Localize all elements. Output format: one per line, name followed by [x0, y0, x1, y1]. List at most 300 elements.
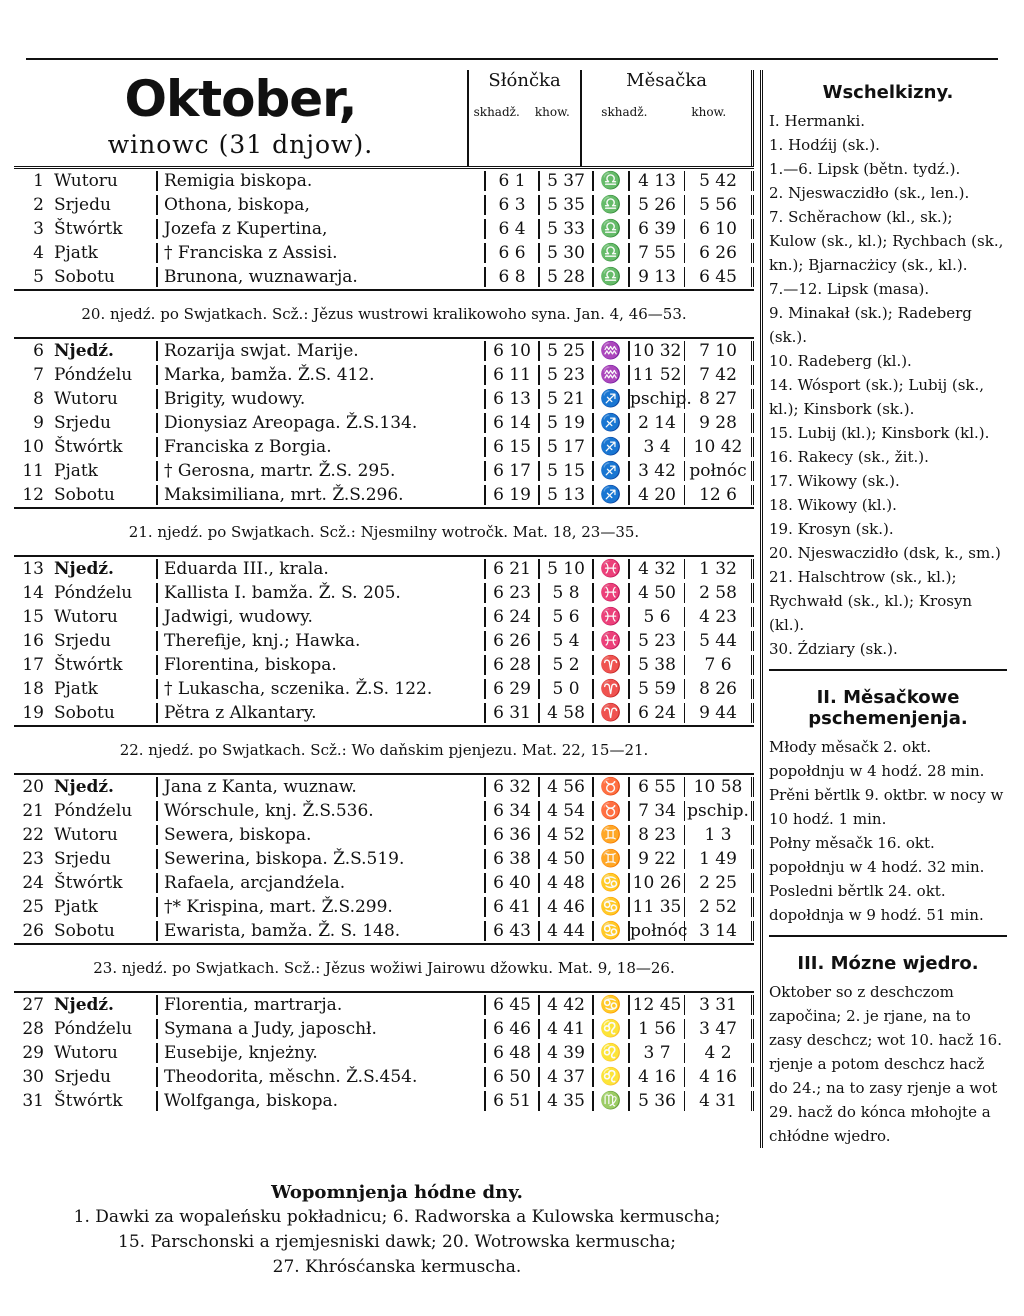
calendar-cell: ♌	[592, 1067, 628, 1087]
calendar-cell: 26	[22, 921, 44, 941]
weather-title: III. Mózne wjedro.	[797, 953, 979, 974]
calendar-cell: 7 10	[684, 341, 754, 361]
calendar-cell: 6 14	[484, 413, 538, 433]
calendar-cell: Štwórtk	[50, 873, 158, 893]
calendar-cell: Jozefa z Kupertina,	[164, 219, 328, 239]
calendar-cell: 8	[33, 389, 44, 409]
calendar-cell: 28	[22, 1019, 44, 1039]
calendar-cell: 6 24	[484, 607, 538, 627]
calendar-cell: połnóc	[630, 921, 688, 941]
fair-item: 10. Radeberg (kl.).	[769, 352, 912, 370]
calendar-cell: ♊	[592, 849, 628, 869]
calendar-cell: Pjatk	[50, 461, 158, 481]
calendar-cell: 16	[22, 631, 44, 651]
calendar-row	[14, 387, 754, 411]
calendar-cell: 6 21	[484, 559, 538, 579]
calendar-cell: 8 27	[684, 389, 754, 409]
calendar-row	[14, 1017, 754, 1041]
calendar-cell: Wutoru	[50, 171, 158, 191]
calendar-cell: 4 20	[628, 485, 684, 505]
calendar-cell: 5 30	[538, 243, 592, 263]
calendar-row	[14, 459, 754, 483]
calendar-cell: Póndźelu	[50, 801, 158, 821]
calendar-cell: 27	[22, 995, 44, 1015]
calendar-cell: 5 21	[538, 389, 592, 409]
calendar-cell: Jadwigi, wudowy.	[164, 607, 313, 627]
calendar-cell: 4	[33, 243, 44, 263]
calendar-cell: 1 3	[684, 825, 754, 845]
calendar-row	[14, 581, 754, 605]
calendar-cell: 12	[22, 485, 44, 505]
moon-header-label: Měsačka	[626, 70, 707, 91]
calendar-cell: Wórschule, knj. Ž.S.536.	[164, 801, 374, 821]
calendar-cell: Marka, bamža. Ž.S. 412.	[164, 365, 375, 385]
calendar-cell: 5 6	[538, 607, 592, 627]
calendar-cell: pschip.	[630, 389, 692, 409]
calendar-cell: Pjatk	[50, 679, 158, 699]
calendar-cell: 4 31	[684, 1091, 754, 1111]
footer-lines	[42, 1205, 752, 1280]
calendar-cell: 6 26	[684, 243, 754, 263]
calendar-cell: 4 2	[684, 1043, 754, 1063]
calendar-cell: ♋	[592, 921, 628, 941]
calendar-cell: ♎	[592, 195, 628, 215]
calendar-cell: 4 50	[628, 583, 684, 603]
calendar-cell: †* Krispina, mart. Ž.S.299.	[164, 897, 393, 917]
calendar-cell: 6 40	[484, 873, 538, 893]
calendar-cell: 1	[33, 171, 44, 191]
calendar-cell: ♒	[592, 365, 628, 385]
calendar-cell: 7	[33, 365, 44, 385]
calendar-row	[14, 677, 754, 701]
calendar-cell: 5 59	[628, 679, 684, 699]
calendar-cell: ♌	[592, 1019, 628, 1039]
weather-text: Oktober so z deschczom započina; 2. je rjane, na to zasy deschcz; wot 10. hacž 16. rjenje a potom deschcz hacž do 24.; na to zasy rjenje a wot 29. hacž do kónca młohojte a chłódne wjedro.	[769, 983, 1002, 1145]
fair-item: Kulow (sk., kl.); Rychbach (sk., kn.); Bjarnacżicy (sk., kl.).	[769, 232, 1004, 274]
calendar-cell: 6 31	[484, 703, 538, 723]
sunday-gospel-note: 21. njedź. po Swjatkach. Scž.: Njesmilny wotročk. Mat. 18, 23—35.	[14, 507, 754, 557]
calendar-cell: ♐	[592, 485, 628, 505]
calendar-cell: Njedź.	[50, 341, 158, 361]
calendar-cell: 7 34	[628, 801, 684, 821]
calendar-cell: 6 38	[484, 849, 538, 869]
calendar-cell: 17	[22, 655, 44, 675]
fair-item: 19. Krosyn (sk.).	[769, 520, 894, 538]
calendar-cell: 11	[22, 461, 44, 481]
calendar-cell: 5 6	[628, 607, 684, 627]
calendar-cell: 9 44	[684, 703, 754, 723]
calendar-cell: 4 13	[628, 171, 684, 191]
calendar-cell: 7 6	[684, 655, 754, 675]
calendar-cell: Njedź.	[50, 995, 158, 1015]
calendar-cell: Njedź.	[50, 777, 158, 797]
calendar-cell: 4 48	[538, 873, 592, 893]
fair-item: 16. Rakecy (sk., žit.).	[769, 448, 929, 466]
calendar-cell: Pjatk	[50, 243, 158, 263]
calendar-cell: 4 37	[538, 1067, 592, 1087]
moon-phase-item: Posledni běrtlk 24. okt. dopołdnja w 9 hodź. 51 min.	[769, 882, 984, 924]
calendar-cell: † Gerosna, martr. Ž.S. 295.	[164, 461, 396, 481]
sun-subheader	[469, 105, 580, 119]
fair-item: 14. Wósport (sk.); Lubij (sk., kl.); Kinsbork (sk.).	[769, 376, 985, 418]
calendar-cell: 2 52	[684, 897, 754, 917]
calendar-cell: 6 17	[484, 461, 538, 481]
calendar-cell: Dionysiaz Areopaga. Ž.S.134.	[164, 413, 418, 433]
month-subtitle: winowc (31 dnjow).	[107, 130, 374, 159]
calendar-cell: ♓	[592, 583, 628, 603]
calendar-row	[14, 339, 754, 363]
fairs-list	[769, 109, 1007, 661]
calendar-cell: 5 42	[684, 171, 754, 191]
footer-title: Wopomnjenja hódne dny.	[271, 1182, 523, 1203]
calendar-cell: Pětra z Alkantary.	[164, 703, 317, 723]
calendar-cell: 6 45	[684, 267, 754, 287]
calendar-cell: Theodorita, měschn. Ž.S.454.	[164, 1067, 418, 1087]
calendar-cell: 5 19	[538, 413, 592, 433]
calendar-cell: 5 23	[628, 631, 684, 651]
calendar-cell: 5 35	[538, 195, 592, 215]
calendar-cell: Sobotu	[50, 267, 158, 287]
calendar-cell: 3 7	[628, 1043, 684, 1063]
calendar-cell: 1 32	[684, 559, 754, 579]
calendar-cell: 5 26	[628, 195, 684, 215]
moon-set-label: khow.	[691, 105, 727, 119]
calendar-cell: ♈	[592, 703, 628, 723]
calendar-row	[14, 993, 754, 1017]
calendar-cell: ♓	[592, 559, 628, 579]
moon-box	[769, 669, 1007, 927]
calendar-cell: 5 44	[684, 631, 754, 651]
calendar-cell: 6 15	[484, 437, 538, 457]
calendar-cell: 5 15	[538, 461, 592, 481]
calendar-row	[14, 265, 754, 289]
calendar-cell: Wutoru	[50, 389, 158, 409]
calendar-cell: Ewarista, bamža. Ž. S. 148.	[164, 921, 401, 941]
calendar-cell: ♎	[592, 243, 628, 263]
calendar-cell: 20	[22, 777, 44, 797]
calendar-cell: 6 19	[484, 485, 538, 505]
calendar-row	[14, 895, 754, 919]
calendar-cell: 1 56	[628, 1019, 684, 1039]
calendar-cell: 6 46	[484, 1019, 538, 1039]
calendar-cell: Sobotu	[50, 921, 158, 941]
header	[14, 70, 754, 169]
calendar-cell: 5 13	[538, 485, 592, 505]
calendar-cell: Sobotu	[50, 485, 158, 505]
calendar-cell: 5 0	[538, 679, 592, 699]
calendar-cell: Remigia biskopa.	[164, 171, 313, 191]
calendar-row	[14, 411, 754, 435]
calendar-cell: 4 44	[538, 921, 592, 941]
sidebar-title: Wschelkizny.	[822, 82, 954, 103]
calendar-cell: Sewera, biskopa.	[164, 825, 312, 845]
calendar-cell: 5 8	[538, 583, 592, 603]
calendar-cell: Pjatk	[50, 897, 158, 917]
calendar-cell: 6 51	[484, 1091, 538, 1111]
calendar-cell: 5 56	[684, 195, 754, 215]
calendar-row	[14, 169, 754, 193]
calendar-cell: 4 56	[538, 777, 592, 797]
calendar-cell: 4 42	[538, 995, 592, 1015]
calendar-cell: Therefije, knj.; Hawka.	[164, 631, 361, 651]
calendar-cell: 6 10	[484, 341, 538, 361]
fair-item: 1.—6. Lipsk (bětn. tydź.).	[769, 160, 961, 178]
calendar-cell: 2 25	[684, 873, 754, 893]
calendar-cell: 29	[22, 1043, 44, 1063]
footer-line: 27. Khrósćanska kermuscha.	[272, 1257, 522, 1277]
calendar-row	[14, 701, 754, 725]
calendar-cell: 21	[22, 801, 44, 821]
calendar-cell: Eduarda III., krala.	[164, 559, 329, 579]
calendar-cell: 6 23	[484, 583, 538, 603]
calendar-row	[14, 217, 754, 241]
calendar-cell: Florentia, martrarja.	[164, 995, 343, 1015]
calendar-cell: Brunona, wuznawarja.	[164, 267, 358, 287]
calendar-cell: Póndźelu	[50, 365, 158, 385]
calendar-cell: Póndźelu	[50, 583, 158, 603]
calendar-cell: ♐	[592, 437, 628, 457]
calendar-cell: 2	[33, 195, 44, 215]
calendar-cell: Maksimiliana, mrt. Ž.S.296.	[164, 485, 404, 505]
calendar-cell: 6 3	[484, 195, 538, 215]
calendar-cell: ♋	[592, 897, 628, 917]
calendar-cell: 6 34	[484, 801, 538, 821]
calendar-cell: Srjedu	[50, 195, 158, 215]
calendar-cell: 4 58	[538, 703, 592, 723]
moon-phase-list	[769, 735, 1007, 927]
calendar-cell: ♎	[592, 219, 628, 239]
moon-rise-label: skhadž.	[601, 105, 648, 119]
sun-set-label: khow.	[534, 105, 570, 119]
calendar-cell: ♒	[592, 341, 628, 361]
calendar-row	[14, 1089, 754, 1113]
calendar-cell: Wutoru	[50, 1043, 158, 1063]
calendar-cell: 4 16	[684, 1067, 754, 1087]
calendar-row	[14, 1065, 754, 1089]
calendar-cell: 3 14	[684, 921, 754, 941]
calendar-cell: Symana a Judy, japoschł.	[164, 1019, 377, 1039]
calendar-cell: Kallista I. bamža. Ž. S. 205.	[164, 583, 401, 603]
calendar-cell: 19	[22, 703, 44, 723]
calendar-left	[14, 70, 754, 1113]
calendar-cell: 12 45	[628, 995, 684, 1015]
footer-line: 1. Dawki za wopaleńsku pokładnicu; 6. Radworska a Kulowska kermuscha;	[73, 1207, 721, 1227]
calendar-cell: 10	[22, 437, 44, 457]
calendar-cell: 6 55	[628, 777, 684, 797]
calendar-cell: połnóc	[684, 461, 754, 481]
sunday-gospel-note: 20. njedź. po Swjatkach. Scž.: Jězus wustrowi kralikowoho syna. Jan. 4, 46—53.	[14, 289, 754, 339]
calendar-cell: 6 29	[484, 679, 538, 699]
calendar-cell: 2 14	[628, 413, 684, 433]
moon-title: II. Měsačkowe pschemenjenja.	[808, 687, 968, 729]
calendar-row	[14, 799, 754, 823]
calendar-cell: ♐	[592, 461, 628, 481]
calendar-cell: 9	[33, 413, 44, 433]
calendar-cell: Štwórtk	[50, 437, 158, 457]
calendar-cell: 4 23	[684, 607, 754, 627]
calendar-row	[14, 483, 754, 507]
calendar-cell: ♓	[592, 607, 628, 627]
calendar-cell: 8 23	[628, 825, 684, 845]
calendar-cell: ♉	[592, 777, 628, 797]
calendar-cell: 5 33	[538, 219, 592, 239]
fair-item: 17. Wikowy (sk.).	[769, 472, 900, 490]
calendar-row	[14, 847, 754, 871]
calendar-cell: 7 55	[628, 243, 684, 263]
calendar-cell: pschip.	[684, 801, 754, 821]
calendar-cell: 5 17	[538, 437, 592, 457]
calendar-cell: 8 26	[684, 679, 754, 699]
moon-phase-item: Połny měsačk 16. okt. popołdnju w 4 hodź. 32 min.	[769, 834, 985, 876]
calendar-cell: 14	[22, 583, 44, 603]
month-title: Oktober,	[124, 70, 357, 128]
calendar-cell: 5 4	[538, 631, 592, 651]
calendar-cell: 10 32	[628, 341, 684, 361]
calendar-cell: 23	[22, 849, 44, 869]
calendar-cell: Brigity, wudowy.	[164, 389, 306, 409]
fair-item: 15. Lubij (kl.); Kinsbork (kl.).	[769, 424, 990, 442]
calendar-cell: 10 42	[684, 437, 754, 457]
calendar-cell: 4 52	[538, 825, 592, 845]
moon-header	[580, 70, 754, 166]
fair-item: 7. Schěrachow (kl., sk.);	[769, 208, 953, 226]
calendar-cell: Eusebije, knjeżny.	[164, 1043, 318, 1063]
calendar-row	[14, 363, 754, 387]
calendar-cell: 12 6	[684, 485, 754, 505]
moon-subheader	[582, 105, 751, 119]
calendar-cell: ♈	[592, 655, 628, 675]
calendar-cell: 6 11	[484, 365, 538, 385]
calendar-cell: ♓	[592, 631, 628, 651]
calendar-cell: 6 50	[484, 1067, 538, 1087]
calendar-cell: 11 35	[628, 897, 684, 917]
calendar-cell: 3 31	[684, 995, 754, 1015]
calendar-row	[14, 435, 754, 459]
calendar-cell: Franciska z Borgia.	[164, 437, 332, 457]
calendar-cell: 6 48	[484, 1043, 538, 1063]
calendar-cell: Sewerina, biskopa. Ž.S.519.	[164, 849, 405, 869]
calendar-cell: Srjedu	[50, 849, 158, 869]
calendar-cell: 4 35	[538, 1091, 592, 1111]
calendar-cell: 6 26	[484, 631, 538, 651]
calendar-cell: 3	[33, 219, 44, 239]
calendar-cell: 31	[22, 1091, 44, 1111]
calendar-cell: ♐	[592, 413, 628, 433]
calendar-cell: 6 24	[628, 703, 684, 723]
calendar-cell: 6 6	[484, 243, 538, 263]
footer-notes	[42, 1180, 752, 1280]
calendar-cell: 6 39	[628, 219, 684, 239]
sidebar	[760, 70, 1007, 1148]
calendar-cell: 6 13	[484, 389, 538, 409]
calendar-cell: 6 36	[484, 825, 538, 845]
fair-item: 9. Minakał (sk.); Radeberg (sk.).	[769, 304, 972, 346]
calendar-cell: 4 46	[538, 897, 592, 917]
calendar-cell: Rafaela, arcjandźela.	[164, 873, 346, 893]
calendar-cell: 18	[22, 679, 44, 699]
calendar-cell: † Franciska z Assisi.	[164, 243, 338, 263]
calendar-cell: 11 52	[628, 365, 684, 385]
calendar-cell: 5 23	[538, 365, 592, 385]
calendar-cell: Wutoru	[50, 825, 158, 845]
moon-phase-item: Młody měsačk 2. okt. popołdnju w 4 hodź. 28 min.	[769, 738, 985, 780]
fair-item: 18. Wikowy (kl.).	[769, 496, 897, 514]
sunday-gospel-note: 23. njedź. po Swjatkach. Scž.: Jězus wožiwi Jairowu džowku. Mat. 9, 18—26.	[14, 943, 754, 993]
calendar-row	[14, 919, 754, 943]
calendar-row	[14, 193, 754, 217]
footer-line: 15. Parschonski a rjemjesniski dawk; 20. Wotrowska kermuscha;	[118, 1232, 676, 1252]
calendar-cell: 5 2	[538, 655, 592, 675]
sun-header	[467, 70, 580, 166]
calendar-cell: 5 38	[628, 655, 684, 675]
calendar-cell: 9 22	[628, 849, 684, 869]
weather-box	[769, 935, 1007, 1148]
calendar-cell: ♋	[592, 873, 628, 893]
fair-item: 1. Hodźij (sk.).	[769, 136, 880, 154]
calendar-cell: 6 43	[484, 921, 538, 941]
calendar-cell: Póndźelu	[50, 1019, 158, 1039]
calendar-cell: 6 28	[484, 655, 538, 675]
calendar-cell: Srjedu	[50, 413, 158, 433]
sun-rise-label: skhadž.	[473, 105, 520, 119]
calendar-cell: 1 49	[684, 849, 754, 869]
fair-item: I. Hermanki.	[769, 112, 866, 130]
calendar-cell: † Lukascha, sczenika. Ž.S. 122.	[164, 679, 433, 699]
calendar-cell: 6 10	[684, 219, 754, 239]
calendar-cell: 5 36	[628, 1091, 684, 1111]
calendar-row	[14, 1041, 754, 1065]
calendar-cell: 10 58	[684, 777, 754, 797]
fair-item: 20. Njeswaczidło (dsk, k., sm.)	[769, 544, 1001, 562]
calendar-cell: Jana z Kanta, wuznaw.	[164, 777, 357, 797]
calendar-cell: Wutoru	[50, 607, 158, 627]
calendar-cell: 24	[22, 873, 44, 893]
moon-phase-item: Prěni běrtlk 9. oktbr. w nocy w 10 hodź. 1 min.	[769, 786, 1004, 828]
calendar-cell: 6 1	[484, 171, 538, 191]
calendar-cell: ♍	[592, 1091, 628, 1111]
top-rule	[26, 58, 998, 60]
calendar-cell: Štwórtk	[50, 1091, 158, 1111]
calendar-cell: 5 37	[538, 171, 592, 191]
calendar-rows	[14, 169, 754, 1113]
fair-item: 21. Halschtrow (sk., kl.); Rychwałd (sk., kl.); Krosyn (kl.).	[769, 568, 973, 634]
calendar-cell: ♐	[592, 389, 628, 409]
calendar-row	[14, 871, 754, 895]
calendar-cell: 6 4	[484, 219, 538, 239]
fair-item: 7.—12. Lipsk (masa).	[769, 280, 930, 298]
calendar-cell: 25	[22, 897, 44, 917]
calendar-cell: 2 58	[684, 583, 754, 603]
title-box	[14, 70, 467, 166]
calendar-cell: 13	[22, 559, 44, 579]
calendar-cell: ♌	[592, 1043, 628, 1063]
calendar-cell: Othona, biskopa,	[164, 195, 310, 215]
fair-item: 30. Ździary (sk.).	[769, 640, 898, 658]
calendar-row	[14, 557, 754, 581]
calendar-cell: ♋	[592, 995, 628, 1015]
calendar-row	[14, 775, 754, 799]
calendar-cell: Wolfganga, biskopa.	[164, 1091, 339, 1111]
calendar-cell: 5 10	[538, 559, 592, 579]
calendar-cell: ♈	[592, 679, 628, 699]
calendar-cell: 6	[33, 341, 44, 361]
calendar-cell: 3 42	[628, 461, 684, 481]
calendar-cell: 3 4	[628, 437, 684, 457]
calendar-cell: 7 42	[684, 365, 754, 385]
calendar-cell: Sobotu	[50, 703, 158, 723]
calendar-cell: 6 32	[484, 777, 538, 797]
calendar-cell: 6 45	[484, 995, 538, 1015]
